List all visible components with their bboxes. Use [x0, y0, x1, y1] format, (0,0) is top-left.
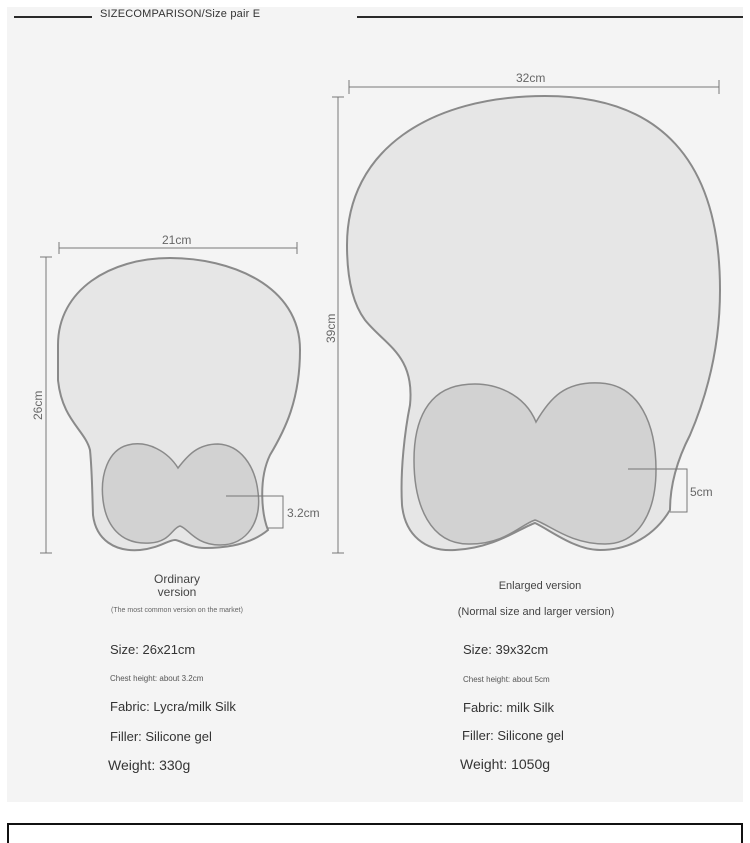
- large-spec-chest: Chest height: about 5cm: [463, 675, 550, 684]
- next-section-frame: [7, 823, 743, 843]
- large-caption-note: (Normal size and larger version): [457, 606, 615, 618]
- page-title: SIZECOMPARISON/Size pair E: [100, 8, 261, 20]
- large-spec-weight: Weight: 1050g: [460, 756, 551, 772]
- large-spec-size: Size: 39x32cm: [463, 642, 549, 657]
- small-spec-filler: Filler: Silicone gel: [110, 729, 212, 744]
- small-thickness-label: 3.2cm: [287, 506, 320, 520]
- small-spec-size: Size: 26x21cm: [110, 642, 196, 657]
- small-spec-fabric: Fabric: Lycra/milk Silk: [110, 699, 236, 714]
- large-caption-line1: Enlarged version: [498, 580, 582, 592]
- small-caption-line2: version: [157, 585, 197, 599]
- large-thickness-label: 5cm: [690, 485, 713, 499]
- large-spec-fabric: Fabric: milk Silk: [463, 700, 555, 715]
- small-pad-drawing: [40, 242, 300, 553]
- small-caption-line1: Ordinary: [153, 572, 200, 586]
- small-spec-weight: Weight: 330g: [108, 757, 191, 773]
- large-width-label: 32cm: [516, 71, 546, 85]
- small-caption-note: (The most common version on the market): [111, 607, 243, 614]
- large-height-label: 39cm: [324, 313, 338, 343]
- large-pad-drawing: [332, 80, 720, 553]
- small-width-label: 21cm: [162, 233, 192, 247]
- small-spec-chest: Chest height: about 3.2cm: [110, 674, 204, 683]
- large-spec-filler: Filler: Silicone gel: [462, 728, 564, 743]
- small-height-label: 26cm: [31, 390, 45, 420]
